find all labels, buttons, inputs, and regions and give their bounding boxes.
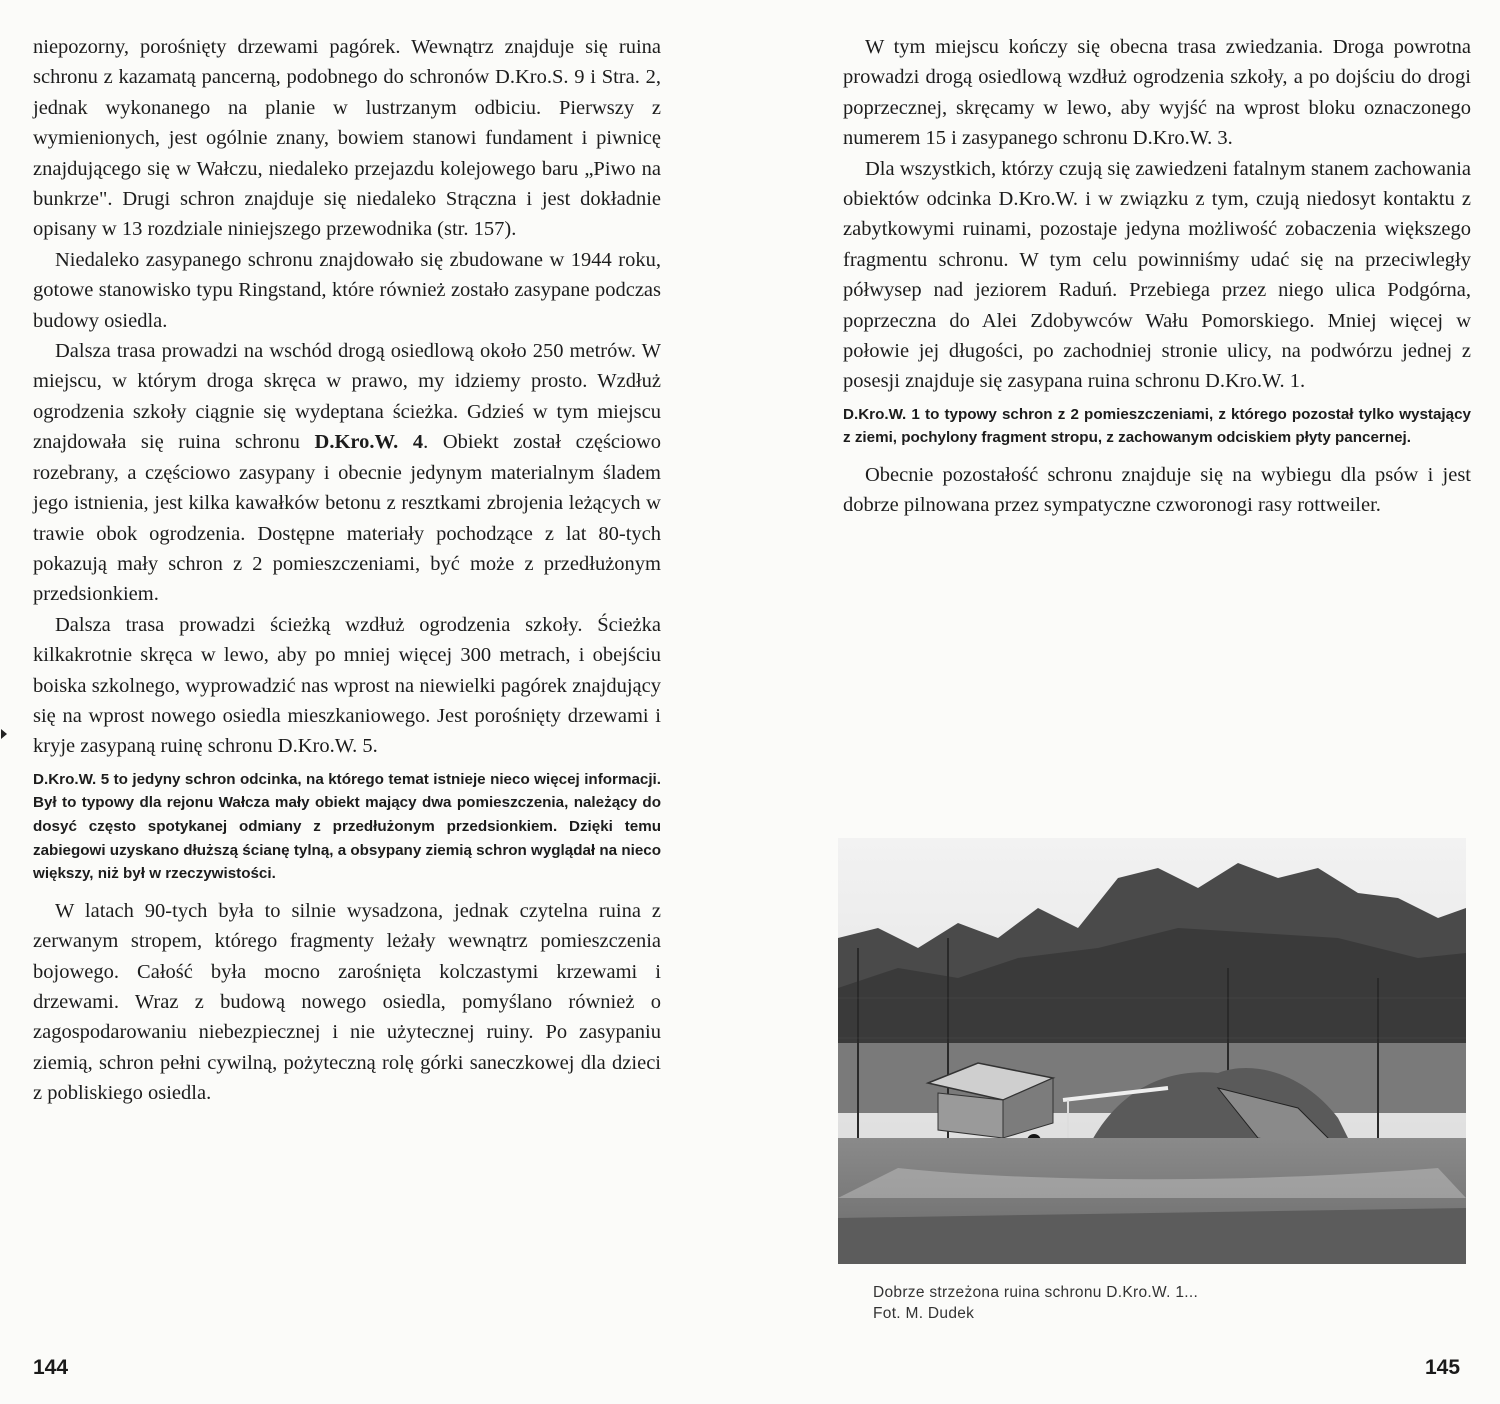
caption-title: Dobrze strzeżona ruina schronu D.Kro.W. 1... bbox=[873, 1284, 1199, 1301]
page-number-right: 145 bbox=[1425, 1356, 1461, 1379]
bunker-reference: D.Kro.W. 4 bbox=[314, 431, 424, 454]
info-note: D.Kro.W. 5 to jedyny schron odcinka, na którego temat istnieje nieco więcej informacji. Był to typowy dla rejonu Wałcza mały obiekt mający dwa pomieszczenia, należący do dosyć często spotykanej odmiany z przedłużonym przedsionkiem. Dzięki temu zabiegowi uzyskano dłuższą ścianę tylną, a obsypany ziemią schron wyglądał na nieco większy, niż był w rzeczywistości. bbox=[33, 770, 661, 883]
right-text-column bbox=[843, 32, 1471, 521]
paragraph: W latach 90-tych była to silnie wysadzona, jednak czytelna ruina z zerwanym stropem, którego fragmenty leżały wewnątrz pomieszczenia bojowego. Całość była mocno zarośnięta kolczastymi krzewami i drzewami. Wraz z budową nowego osiedla, pomyślano również o zagospodarowaniu niebezpiecznej i nie użytecznej ruiny. Po zasypaniu ziemią, schron pełni cywilną, pożyteczną rolę górki saneczkowej dla dzieci z pobliskiego osiedla. bbox=[33, 899, 661, 1105]
margin-mark-icon bbox=[0, 728, 9, 740]
left-text-column bbox=[33, 32, 661, 1109]
caption-credit: Fot. M. Dudek bbox=[873, 1305, 975, 1322]
paragraph: Dla wszystkich, którzy czują się zawiedzeni fatalnym stanem zachowania obiektów odcinka D.Kro.W. i w związku z tym, czują niedosyt kontaktu z zabytkowymi ruinami, pozostaje jedyna możliwość zobaczenia większego fragmentu schronu. W tym celu powinniśmy udać się na przeciwległy półwysep nad jeziorem Raduń. Przebiega przez niego ulica Podgórna, poprzeczna do Alei Zdobywców Wału Pomorskiego. Mniej więcej w połowie jej długości, po zachodniej stronie ulicy, na podwórzu jednej z posesji znajduje się zasypana ruina schronu D.Kro.W. 1. bbox=[843, 157, 1471, 393]
paragraph-text: Dalsza trasa prowadzi na wschód drogą osiedlową około 250 metrów. W miejscu, w którym droga skręca w prawo, my idziemy prosto. Wzdłuż ogrodzenia szkoły ciągnie się wydeptana ścieżka. Gdzieś w tym miejscu znajdowała się ruina schronu bbox=[33, 340, 661, 454]
info-note: D.Kro.W. 1 to typowy schron z 2 pomieszczeniami, z którego pozostał tylko wystający z ziemi, pochylony fragment stropu, z zachowanym odciskiem płyty pancernej. bbox=[843, 405, 1471, 447]
page-number-left: 144 bbox=[33, 1356, 69, 1379]
right-page bbox=[750, 0, 1500, 1404]
paragraph bbox=[33, 336, 661, 610]
paragraph: Obecnie pozostałość schronu znajduje się na wybiegu dla psów i jest dobrze pilnowana przez sympatyczne czworonogi rasy rottweiler. bbox=[843, 464, 1471, 517]
paragraph: Dalsza trasa prowadzi ścieżką wzdłuż ogrodzenia szkoły. Ścieżka kilkakrotnie skręca w lewo, aby po mniej więcej 300 metrach, i obejściu boiska szkolnego, wyprowadzić nas wprost na niewielki pagórek znajdujący się na wprost nowego osiedla mieszkaniowego. Jest porośnięty drzewami i kryje zasypaną ruinę schronu D.Kro.W. 5. bbox=[33, 613, 661, 758]
paragraph: W tym miejscu kończy się obecna trasa zwiedzania. Droga powrotna prowadzi drogą osiedlową wzdłuż ogrodzenia szkoły, a po dojściu do drogi poprzecznej, skręcamy w lewo, aby wyjść na wprost bloku oznaczonego numerem 15 i zasypanego schronu D.Kro.W. 3. bbox=[843, 36, 1471, 150]
paragraph-text: . Obiekt został częściowo rozebrany, a częściowo zasypany i obecnie jedynym materialnym śladem jego istnienia, jest kilka kawałków betonu z resztkami zbrojenia leżących w trawie obok ogrodzenia. Dostępne materiały pochodzące z lat 80-tych pokazują mały schron z 2 pomieszczeniami, być może z przedłużonym przedsionkiem. bbox=[33, 431, 662, 606]
paragraph: Niedaleko zasypanego schronu znajdowało się zbudowane w 1944 roku, gotowe stanowisko typu Ringstand, które również zostało zasypane podczas budowy osiedla. bbox=[33, 248, 661, 332]
paragraph: niepozorny, porośnięty drzewami pagórek. Wewnątrz znajduje się ruina schronu z kazamatą pancerną, podobnego do schronów D.Kro.S. 9 i Stra. 2, jednak wykonanego na planie w lustrzanym odbiciu. Pierwszy z wymienionych, jest ogólnie znany, bowiem stanowi fundament i piwnicę znajdującego się w Wałczu, niedaleko przejazdu kolejowego baru „Piwo na bunkrze". Drugi schron znajduje się niedaleko Strączna i jest dokładnie opisany w 13 rozdziale niniejszego przewodnika (str. 157). bbox=[33, 36, 661, 241]
bunker-ruin-photo bbox=[838, 838, 1466, 1264]
photo-caption bbox=[873, 1282, 1433, 1324]
